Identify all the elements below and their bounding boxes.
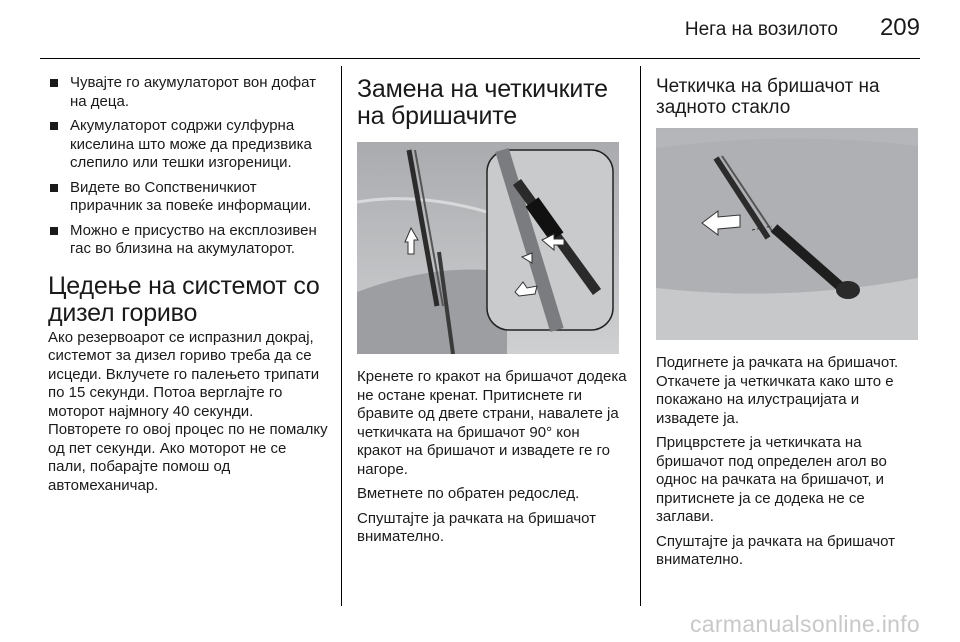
chapter-title: Нега на возилото [684, 19, 838, 40]
column-2 [357, 66, 627, 553]
warning-list [48, 74, 328, 259]
wiper-blade-illustration [357, 142, 619, 354]
column-3 [656, 66, 926, 576]
header-divider [40, 58, 920, 59]
list-item: Акумулаторот содржи сулфурна киселина што може да предизвика слепило или тешки изгореници. [48, 117, 328, 173]
list-item: Видете во Сопственичкиот прирачник за повеќе информации. [48, 179, 328, 216]
diesel-section-body: Ако резервоарот се испразнил докрај, системот за дизел гориво треба да се исцеди. Вклучете го палењето трипати по 15 секунди. Потоа верглајте го моторот најмногу 40 секунди. Повторете го овој процес по не помалку од пет секунди. Ако моторот не се пали, побарајте помош од автомеханичар. [48, 328, 328, 494]
watermark: carmanualsonline.info [689, 611, 920, 637]
column-divider-1 [341, 66, 342, 606]
page-number: 209 [879, 14, 920, 41]
rear-wiper-drawing [656, 128, 918, 340]
wiper-instruction-2: Вметнете по обратен редослед. [357, 485, 580, 502]
wiper-instruction-1: Кренете го кракот на бришачот додека не остане кренат. Притиснете ги бравите од двете страни, навалете ја четкичката на бришачот 90° кон кракот на бришачот и извадете ге го нагоре. [357, 368, 627, 478]
wiper-instruction-3: Спуштајте ја рачката на бришачот внимателно. [357, 509, 597, 545]
rear-wiper-illustration [656, 128, 918, 340]
diesel-section-title: Цедење на системот со дизел гориво [48, 271, 320, 327]
rear-wiper-instruction-2: Прицврстете ја четкичката на бришачот под определен агол во однос на рачката на бришачот, и притиснете ја се додека не се заглави. [656, 434, 887, 525]
column-divider-2 [640, 66, 641, 606]
windscreen-wiper-drawing [357, 142, 619, 354]
rear-wiper-section-title: Четкичка на бришачот на задното стакло [656, 76, 880, 118]
list-item: Чувајте го акумулаторот вон дофат на деца. [48, 74, 328, 111]
wiper-section-title: Замена на четкичките на бришачите [357, 75, 608, 130]
list-item: Можно е присуство на експлозивен гас во близина на акумулаторот. [48, 222, 328, 259]
rear-wiper-instruction-1: Подигнете ја рачката на бришачот. Откачете ја четкичката како што е покажано на илустрацијата и извадете ја. [656, 354, 899, 427]
page-header [685, 14, 920, 42]
rear-wiper-instruction-3: Спуштајте ја рачката на бришачот внимателно. [656, 532, 896, 568]
column-1 [48, 66, 328, 501]
